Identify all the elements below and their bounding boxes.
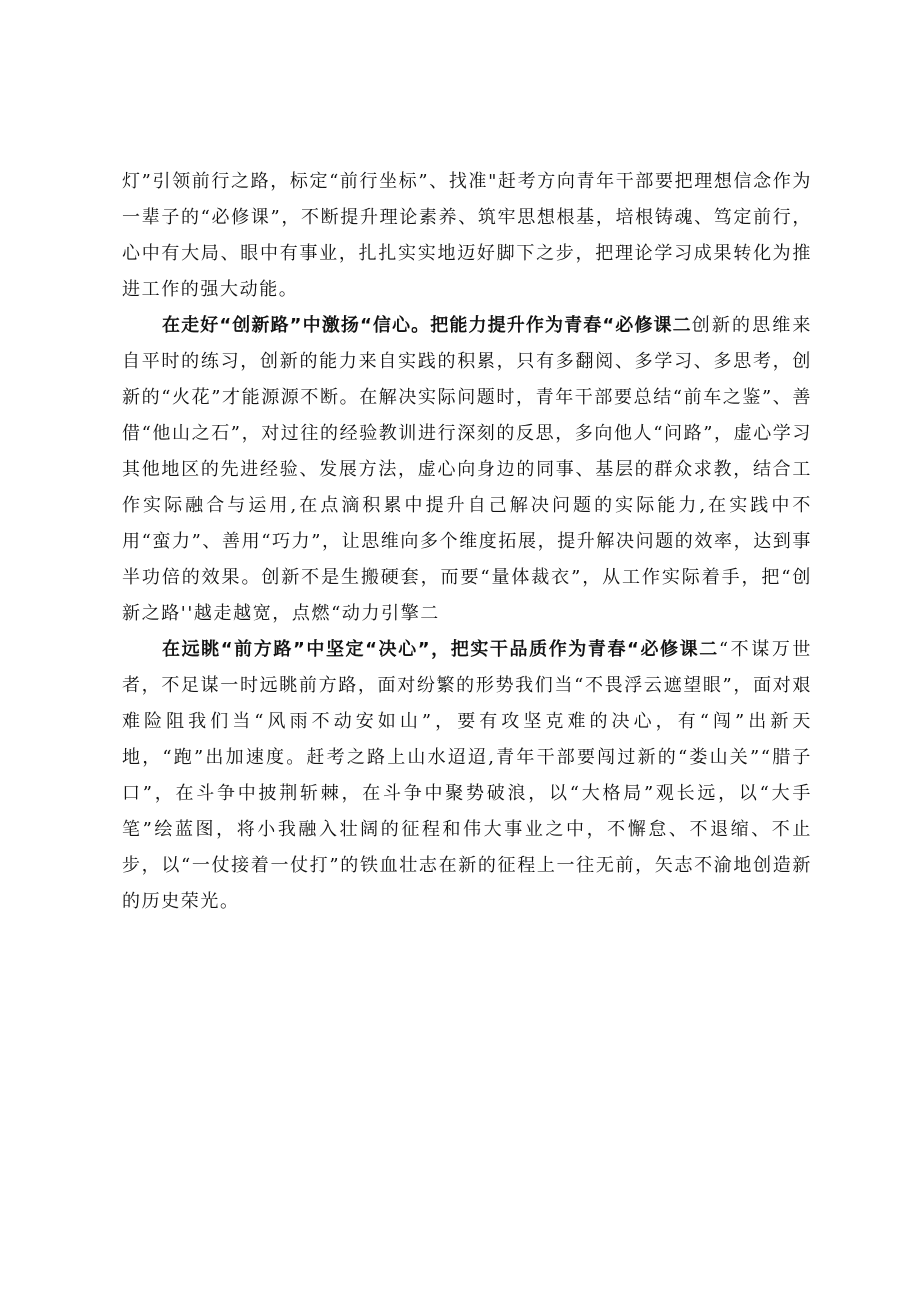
- paragraph-determination: [122, 632, 812, 920]
- paragraph-heading: 在走好“创新路”中激扬“信心。把能力提升作为青春“必修课二: [162, 315, 692, 336]
- paragraph-body: 创新的思维来自平时的练习，创新的能力来自实践的积累，只有多翻阅、多学习、多思考，创新的“火花”才能源源不断。在解决实际问题时，青年干部要总结“前车之鉴”、善借“他山之石”，对过往的经验教训进行深刻的反思，多向他人“问路”，虚心学习其他地区的先进经验、发展方法，虚心向身边的同事、基层的群众求教，结合工作实际融合与运用,在点滴积累中提升自己解决问题的实际能力,在实践中不用“蛮力”、善用“巧力”，让思维向多个维度拓展，提升解决问题的效率，达到事半功倍的效果。创新不是生搬硬套，而要“量体裁衣”，从工作实际着手，把“创新之路''越走越宽，点燃“动力引擎二: [122, 315, 813, 624]
- paragraph-innovation: [122, 308, 812, 632]
- paragraph-continuation: [122, 164, 812, 308]
- paragraph-body: “不谋万世者，不足谋一时远眺前方路，面对纷繁的形势我们当“不畏浮云遮望眼”，面对艰难险阻我们当“风雨不动安如山”，要有攻坚克难的决心，有“闯”出新天地，“跑”出加速度。赶考之路上山水迢迢,青年干部要闯过新的“娄山关”“腊子口”，在斗争中披荆斩棘，在斗争中聚势破浪，以“大格局”观长远，以“大手笔”绘蓝图，将小我融入壮阔的征程和伟大事业之中，不懈怠、不退缩、不止步，以“一仗接着一仗打”的铁血壮志在新的征程上一往无前，矢志不渝地创造新的历史荣光。: [122, 639, 813, 912]
- document-page: [122, 164, 812, 920]
- paragraph-heading: 在远眺“前方路”中坚定“决心”，把实干品质作为青春“必修课二: [162, 639, 719, 660]
- paragraph-body: 灯”引领前行之路，标定“前行坐标”、找准"赶考方向青年干部要把理想信念作为一辈子的“必修课”，不断提升理论素养、筑牢思想根基，培根铸魂、笃定前行，心中有大局、眼中有事业，扎扎实实地迈好脚下之步，把理论学习成果转化为推进工作的强大动能。: [122, 171, 812, 300]
